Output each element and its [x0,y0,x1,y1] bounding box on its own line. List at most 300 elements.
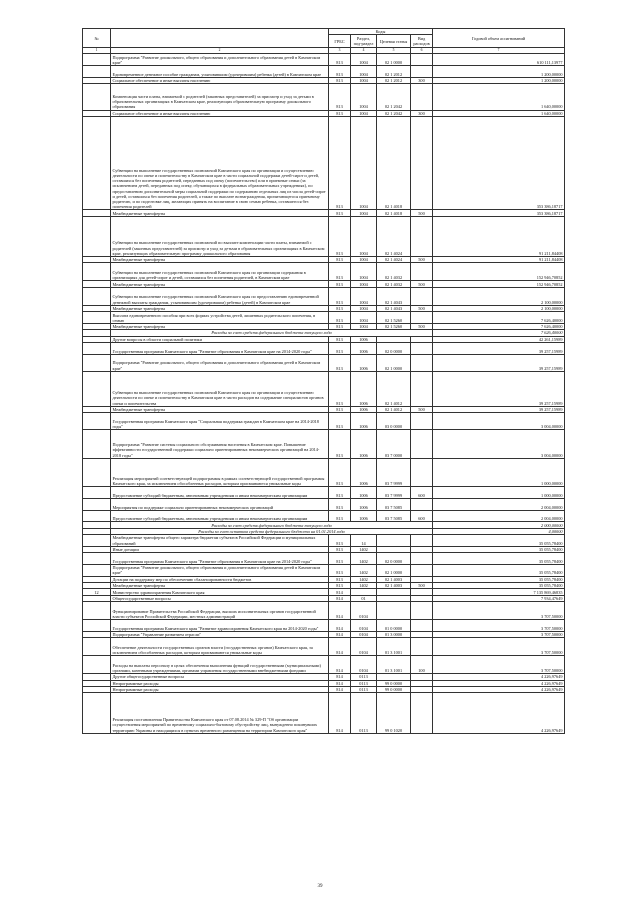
grbs-cell: 814 [329,693,351,733]
item-name-cell: Субвенции на выполнение государственных полномочий Камчатского края по предоставлению единовременной денежной выплаты гражданам, усыновившим (удочерившим) ребенка (детей) в Камчатском крае [111,287,329,305]
col-number: 6 [411,48,433,54]
grbs-cell: 813 [329,312,351,324]
col-number: 5 [377,48,411,54]
col-number: 4 [351,48,377,54]
grbs-cell: 813 [329,553,351,565]
col-number: 7 [433,48,565,54]
item-name-cell: Общегосударственные вопросы [111,595,329,601]
target-article-cell: 02 1 4018 [377,117,411,210]
header-csr: Целевая статья [377,35,411,48]
expense-type-cell: 100 [411,656,433,674]
table-row [83,287,565,305]
razdel-cell: 1004 [351,54,377,66]
grbs-cell: 813 [329,210,351,216]
razdel-cell: 1004 [351,263,377,281]
amount-cell: 353 386,18717 [433,117,565,210]
item-name-cell: Межбюджетные трансферты [111,257,329,263]
razdel-cell: 1004 [351,84,377,111]
razdel-cell: 1402 [351,553,377,565]
item-name-cell: Субвенции на выполнение государственных полномочий Камчатского края по организации содержания в организациях для детей-сирот и детей, оставшихся без попечения родителей, в Камчатском крае [111,263,329,281]
row-number-cell [83,117,111,210]
row-number-cell [83,66,111,78]
row-number-cell [83,84,111,111]
razdel-cell: 0113 [351,680,377,686]
table-row [83,535,565,547]
razdel-cell: 1004 [351,210,377,216]
table-header [83,29,565,54]
expense-type-cell: 500 [411,210,433,216]
grbs-cell: 814 [329,680,351,686]
expense-type-cell [411,564,433,576]
item-name-cell: Межбюджетные трансферты [111,583,329,589]
table-row [83,312,565,324]
amount-cell: 353 386,18717 [433,210,565,216]
amount-cell: 91 211,84408 [433,216,565,256]
header-grbs: ГРБС [329,35,351,48]
razdel-cell: 1004 [351,257,377,263]
expense-type-cell [411,602,433,620]
row-number-cell [83,487,111,499]
razdel-cell: 1004 [351,77,377,83]
grbs-cell: 813 [329,546,351,552]
amount-cell: 35 055,78400 [433,564,565,576]
item-name-cell: Предоставление субсидий бюджетным, автономным учреждениям и иным некоммерческим организациям [111,510,329,522]
amount-cell: 4 226,97649 [433,687,565,693]
item-name-cell: Межбюджетные трансферты [111,406,329,412]
expense-type-cell [411,693,433,733]
item-name-cell: Подпрограмма "Развитие дошкольного, общего образования и дополнительного образования детей в Камчатском крае" [111,54,329,66]
table-row [83,117,565,210]
razdel-cell: 1402 [351,564,377,576]
row-number-cell [83,693,111,733]
row-number-cell [83,312,111,324]
row-number-cell: 12 [83,589,111,595]
razdel-cell: 0104 [351,638,377,656]
table-row [83,343,565,355]
amount-cell: 3 004,00000 [433,430,565,459]
grbs-cell: 813 [329,110,351,116]
amount-cell: 2 100,00000 [433,287,565,305]
expense-type-cell [411,117,433,210]
amount-cell: 35 055,78400 [433,546,565,552]
amount-cell: 1 640,00000 [433,110,565,116]
header-razdel: Раздел, под-раздел [351,35,377,48]
table-row [83,564,565,576]
row-number-cell [83,535,111,547]
target-article-cell: 02 1 0000 [377,354,411,371]
grbs-cell: 813 [329,487,351,499]
target-article-cell: 02 1 2012 [377,66,411,78]
table-row [83,602,565,620]
grbs-cell: 813 [329,77,351,83]
item-name-cell: Подпрограмма "Управление развитием отрасли" [111,631,329,637]
expense-type-cell: 500 [411,323,433,329]
expense-type-cell [411,458,433,487]
grbs-cell: 813 [329,336,351,342]
expense-type-cell [411,54,433,66]
amount-cell: 3 707,50000 [433,631,565,637]
grbs-cell: 813 [329,499,351,511]
amount-cell: 35 055,78400 [433,576,565,582]
target-article-cell: 03 7 9999 [377,487,411,499]
razdel-cell: 1004 [351,305,377,311]
item-name-cell: Государственная программа Камчатского края "Развитие здравоохранения Камчатского края на 2014-2020 годы" [111,620,329,632]
grbs-cell: 813 [329,343,351,355]
table-row [83,510,565,522]
funding-source-label: Расходы за счет средств федерального бюджета текущего года [111,522,433,528]
item-name-cell: Государственная программа Камчатского края "Развитие образования в Камчатском крае на 2014-2020 годы" [111,343,329,355]
razdel-cell: 1004 [351,287,377,305]
amount-cell: 2 004,00000 [433,510,565,522]
amount-cell: 2 100,00000 [433,305,565,311]
item-name-cell: Единовременное денежное пособие гражданам, усыновившим (удочерившим) ребенка (детей) в Камчатском крае [111,66,329,78]
razdel-cell: 0113 [351,687,377,693]
grbs-cell: 813 [329,54,351,66]
razdel-cell: 1006 [351,354,377,371]
table-row [83,263,565,281]
razdel-cell: 1006 [351,371,377,406]
expense-type-cell [411,216,433,256]
grbs-cell: 813 [329,458,351,487]
amount-cell: 610 111,13977 [433,54,565,66]
expense-type-cell: 600 [411,487,433,499]
item-name-cell: Реализация постановления Правительства Камчатского края от 07.08.2014 № 329-П "Об организации осуществления мероприятий по временному социально-бытовому обустройству лиц, вынужденно покинувших территорию Украины и находящихся в пунктах временного размещения на территории Камчатского края" [111,693,329,733]
expense-type-cell [411,84,433,111]
expense-type-cell [411,553,433,565]
table-row [83,656,565,674]
razdel-cell: 1004 [351,216,377,256]
grbs-cell: 813 [329,257,351,263]
amount-cell: 7 626,40000 [433,330,565,336]
funding-source-label: Расходы за счет остатков средств федерального бюджета на 01.01.2014 года [111,528,433,534]
target-article-cell: 03 7 5085 [377,499,411,511]
target-article-cell: 02 1 4012 [377,371,411,406]
grbs-cell: 814 [329,595,351,601]
item-name-cell: Иные дотации [111,546,329,552]
grbs-cell: 814 [329,674,351,680]
item-name-cell: Непрограммные расходы [111,680,329,686]
amount-cell: 39 257,15989 [433,406,565,412]
funding-source-label: Расходы за счет средств федерального бюджета текущего года [111,330,433,336]
row-number-cell [83,499,111,511]
table-row [83,458,565,487]
razdel-cell: 1006 [351,487,377,499]
razdel-cell: 1004 [351,110,377,116]
target-article-cell [377,535,411,547]
target-article-cell: 01 3 1001 [377,638,411,656]
amount-cell: 1 000,00000 [433,487,565,499]
expense-type-cell [411,287,433,305]
item-name-cell: Непрограммные расходы [111,687,329,693]
amount-cell: 3 707,50000 [433,620,565,632]
grbs-cell: 813 [329,430,351,459]
amount-cell: 35 055,78400 [433,553,565,565]
row-number-cell [83,413,111,430]
page-number: 39 [317,884,323,889]
grbs-cell: 814 [329,602,351,620]
grbs-cell: 814 [329,687,351,693]
item-name-cell: Расходы на выплаты персоналу в целях обеспечения выполнения функций государственными (муниципальными) органами, казенными учреждениями, органами управления государственными внебюджетными фондами [111,656,329,674]
target-article-cell: 02 0 0000 [377,553,411,565]
table-row [83,638,565,656]
target-article-cell: 02 1 4024 [377,257,411,263]
expense-type-cell: 500 [411,406,433,412]
target-article-cell: 03 7 5085 [377,510,411,522]
row-number-cell [83,510,111,522]
amount-cell: 4 226,97649 [433,680,565,686]
razdel-cell: 1006 [351,499,377,511]
grbs-cell: 814 [329,589,351,595]
target-article-cell: 03 7 9999 [377,458,411,487]
item-name-cell: Обеспечение деятельности государственных органов власти (государственных органов) Камчатского края, за исключением обособленных расходов, которым присваиваются уникальные коды [111,638,329,656]
razdel-cell: 1006 [351,458,377,487]
item-name-cell: Социальное обеспечение и иные выплаты населению [111,77,329,83]
grbs-cell: 813 [329,281,351,287]
header-num: № [83,29,111,48]
row-number-cell [83,287,111,305]
grbs-cell: 813 [329,413,351,430]
target-article-cell: 02 1 0000 [377,564,411,576]
item-name-cell: Субвенции на выполнение государственных полномочий Камчатского края по организации и осуществлению деятельности по опеке и попечительству в Камчатском крае в части расходов на содержание специалистов органов опеки и попечительства [111,371,329,406]
razdel-cell: 0104 [351,656,377,674]
row-number-cell [83,602,111,620]
expense-type-cell [411,354,433,371]
header-amount: Годовой объем ассигнований [433,29,565,48]
item-name-cell: Государственная программа Камчатского края "Социальная поддержка граждан в Камчатском крае на 2014-2018 годы" [111,413,329,430]
item-name-cell: Другие вопросы в области социальной политики [111,336,329,342]
expense-type-cell [411,263,433,281]
target-article-cell: 03 7 0000 [377,430,411,459]
amount-cell: 39 257,15989 [433,371,565,406]
grbs-cell: 813 [329,117,351,210]
item-name-cell: Подпрограмма "Развитие дошкольного, общего образования и дополнительного образования детей в Камчатском крае" [111,354,329,371]
razdel-cell: 14 [351,535,377,547]
grbs-cell: 813 [329,263,351,281]
target-article-cell: 02 1 4003 [377,583,411,589]
razdel-cell: 0104 [351,631,377,637]
razdel-cell: 0113 [351,693,377,733]
amount-cell: 152 946,70852 [433,263,565,281]
item-name-cell: Межбюджетные трансферты общего характера бюджетам субъектов Российской Федерации и муниципальных образований [111,535,329,547]
target-article-cell: 02 1 4018 [377,210,411,216]
row-number-cell [83,216,111,256]
item-name-cell: Социальное обеспечение и иные выплаты населению [111,110,329,116]
expense-type-cell: 500 [411,583,433,589]
amount-cell: 7 626,40000 [433,323,565,329]
item-name-cell: Другие общегосударственные вопросы [111,674,329,680]
table-row [83,487,565,499]
target-article-cell: 01 3 0000 [377,631,411,637]
target-article-cell: 02 1 2042 [377,84,411,111]
amount-cell: 4,00000 [433,528,565,534]
razdel-cell: 1402 [351,576,377,582]
amount-cell: 3 004,00000 [433,413,565,430]
table-row [83,216,565,256]
item-name-cell: Подпрограмма "Развитие системы социального обслуживания населения в Камчатском крае. Повышение эффективности государственной поддержки социально ориентированных некоммерческих организаций на 2014-2018 годы" [111,430,329,459]
expense-type-cell: 300 [411,77,433,83]
row-number-cell [83,354,111,371]
item-name-cell: Межбюджетные трансферты [111,210,329,216]
item-name-cell: Дотации на поддержку мер по обеспечению сбалансированности бюджетов [111,576,329,582]
table-body [83,54,565,733]
col-number: 3 [329,48,351,54]
item-name-cell: Межбюджетные трансферты [111,281,329,287]
target-article-cell: 02 1 4003 [377,576,411,582]
expense-type-cell [411,638,433,656]
target-article-cell: 02 1 4043 [377,305,411,311]
item-name-cell: Компенсация части платы, взимаемой с родителей (законных представителей) за присмотр и уход за детьми в образовательных организациях в Камчатском крае, реализующих образовательную программу дошкольного образования [111,84,329,111]
row-number-cell [83,564,111,576]
amount-cell: 4 226,97649 [433,674,565,680]
amount-cell: 1 200,00000 [433,66,565,78]
amount-cell: 3 707,50000 [433,638,565,656]
amount-cell: 35 055,78400 [433,583,565,589]
expense-type-cell: 500 [411,257,433,263]
row-number-cell [83,343,111,355]
razdel-cell: 1004 [351,66,377,78]
item-name-cell: Министерство здравоохранения Камчатского края [111,589,329,595]
item-name-cell: Межбюджетные трансферты [111,323,329,329]
row-number-cell [83,263,111,281]
razdel-cell: 1004 [351,312,377,324]
amount-cell: 1 000,00000 [433,458,565,487]
item-name-cell: Предоставление субсидий бюджетным, автономным учреждениям и иным некоммерческим организациям [111,487,329,499]
expense-type-cell [411,66,433,78]
table-row [83,620,565,632]
table-row [83,371,565,406]
target-article-cell: 02 1 2042 [377,110,411,116]
grbs-cell: 813 [329,66,351,78]
razdel-cell: 0104 [351,620,377,632]
grbs-cell: 814 [329,638,351,656]
item-name-cell: Межбюджетные трансферты [111,305,329,311]
razdel-cell: 1006 [351,430,377,459]
item-name-cell: Подпрограмма "Развитие дошкольного, общего образования и дополнительного образования детей в Камчатском крае" [111,564,329,576]
grbs-cell: 814 [329,656,351,674]
amount-cell: 152 946,70852 [433,281,565,287]
table-row [83,499,565,511]
expense-type-cell [411,413,433,430]
razdel-cell: 1004 [351,323,377,329]
target-article-cell: 01 0 0000 [377,620,411,632]
grbs-cell: 813 [329,305,351,311]
expense-type-cell: 500 [411,305,433,311]
table-row [83,66,565,78]
row-number-cell [83,430,111,459]
header-name [111,29,329,48]
table-row [83,430,565,459]
target-article-cell: 99 0 0000 [377,687,411,693]
item-name-cell: Мероприятия по поддержке социально ориентированных некоммерческих организаций [111,499,329,511]
col-number: 1 [83,48,111,54]
grbs-cell: 814 [329,631,351,637]
grbs-cell: 813 [329,84,351,111]
row-number-cell [83,458,111,487]
item-name-cell: Функционирование Правительства Российской Федерации, высших исполнительных органов государственной власти субъектов Российской Федерации, местных администраций [111,602,329,620]
row-number-cell [83,54,111,66]
item-name-cell: Субвенции на выполнение государственных полномочий по выплате компенсации части платы, взимаемой с родителей (законных представителей) за присмотр и уход за детьми в образовательных организациях в Камчатском крае, реализующих образовательную программу дошкольного образования [111,216,329,256]
target-article-cell: 02 1 4024 [377,216,411,256]
target-article-cell: 02 1 4032 [377,263,411,281]
razdel-cell: 1006 [351,336,377,342]
target-article-cell: 02 1 4012 [377,406,411,412]
razdel-cell: 0113 [351,674,377,680]
razdel-cell: 01 [351,595,377,601]
razdel-cell: 1006 [351,413,377,430]
amount-cell: 1 200,00000 [433,77,565,83]
amount-cell: 3 707,50000 [433,602,565,620]
expense-type-cell [411,620,433,632]
razdel-cell: 1004 [351,117,377,210]
table-row [83,693,565,733]
amount-cell: 7 934,47649 [433,595,565,601]
item-name-cell: Государственная программа Камчатского края "Развитие образования в Камчатском крае на 2014-2020 годы" [111,553,329,565]
amount-cell: 1 640,00000 [433,84,565,111]
target-article-cell: 99 0 0000 [377,680,411,686]
budget-table [82,28,565,734]
amount-cell: 39 257,15989 [433,343,565,355]
target-article-cell: 02 0 0000 [377,343,411,355]
target-article-cell: 02 1 4043 [377,287,411,305]
target-article-cell: 03 0 0000 [377,413,411,430]
razdel-cell: 1402 [351,583,377,589]
target-article-cell: 99 0 1020 [377,693,411,733]
amount-cell: 42 261,15989 [433,336,565,342]
header-codes: Коды [329,29,433,35]
grbs-cell: 813 [329,371,351,406]
target-article-cell: 02 1 4032 [377,281,411,287]
razdel-cell: 1006 [351,343,377,355]
grbs-cell: 813 [329,354,351,371]
table-row [83,553,565,565]
razdel-cell: 1402 [351,546,377,552]
target-article-cell: 02 1 0000 [377,54,411,66]
expense-type-cell [411,312,433,324]
target-article-cell: 02 1 5260 [377,323,411,329]
amount-cell: 7 135 869,46835 [433,589,565,595]
expense-type-cell [411,343,433,355]
grbs-cell: 813 [329,564,351,576]
table-row [83,354,565,371]
razdel-cell: 1006 [351,406,377,412]
amount-cell: 2 000,00000 [433,522,565,528]
grbs-cell: 814 [329,620,351,632]
expense-type-cell [411,535,433,547]
expense-type-cell [411,430,433,459]
razdel-cell: 1006 [351,510,377,522]
header-vr: Вид расходов [411,35,433,48]
grbs-cell: 813 [329,216,351,256]
row-number-cell [83,656,111,674]
amount-cell: 39 257,15989 [433,354,565,371]
table-row [83,54,565,66]
amount-cell: 4 226,97649 [433,693,565,733]
row-number-cell [83,553,111,565]
expense-type-cell: 600 [411,510,433,522]
expense-type-cell: 500 [411,281,433,287]
razdel-cell: 1004 [351,281,377,287]
grbs-cell: 813 [329,576,351,582]
target-article-cell: 02 1 5260 [377,312,411,324]
amount-cell: 3 707,50000 [433,656,565,674]
razdel-cell: 0104 [351,602,377,620]
table-row [83,413,565,430]
target-article-cell: 01 3 1001 [377,656,411,674]
grbs-cell: 813 [329,583,351,589]
grbs-cell: 813 [329,510,351,522]
item-name-cell: Субвенции на выполнение государственных полномочий Камчатского края по организации и осуществлению деятельности по опеке и попечительству в Камчатском крае в части социальной поддержки детей-сирот и детей, оставшихся без попечения родителей, переданных под опеку (попечительство) или в приемные семьи (за исключением детей, переданных под опеку, обучающихся в федеральных образовательных учреждениях), по предоставлению дополнительной меры социальной поддержки по содержанию отдельных лиц из числа детей-сирот и детей, оставшихся без попечения родителей, а также по выплате вознаграждения, причитающегося приемному родителю, и по подготовке лиц, желающих принять на воспитание в свою семью ребенка, оставшегося без попечения родителей [111,117,329,210]
row-number-cell [83,371,111,406]
